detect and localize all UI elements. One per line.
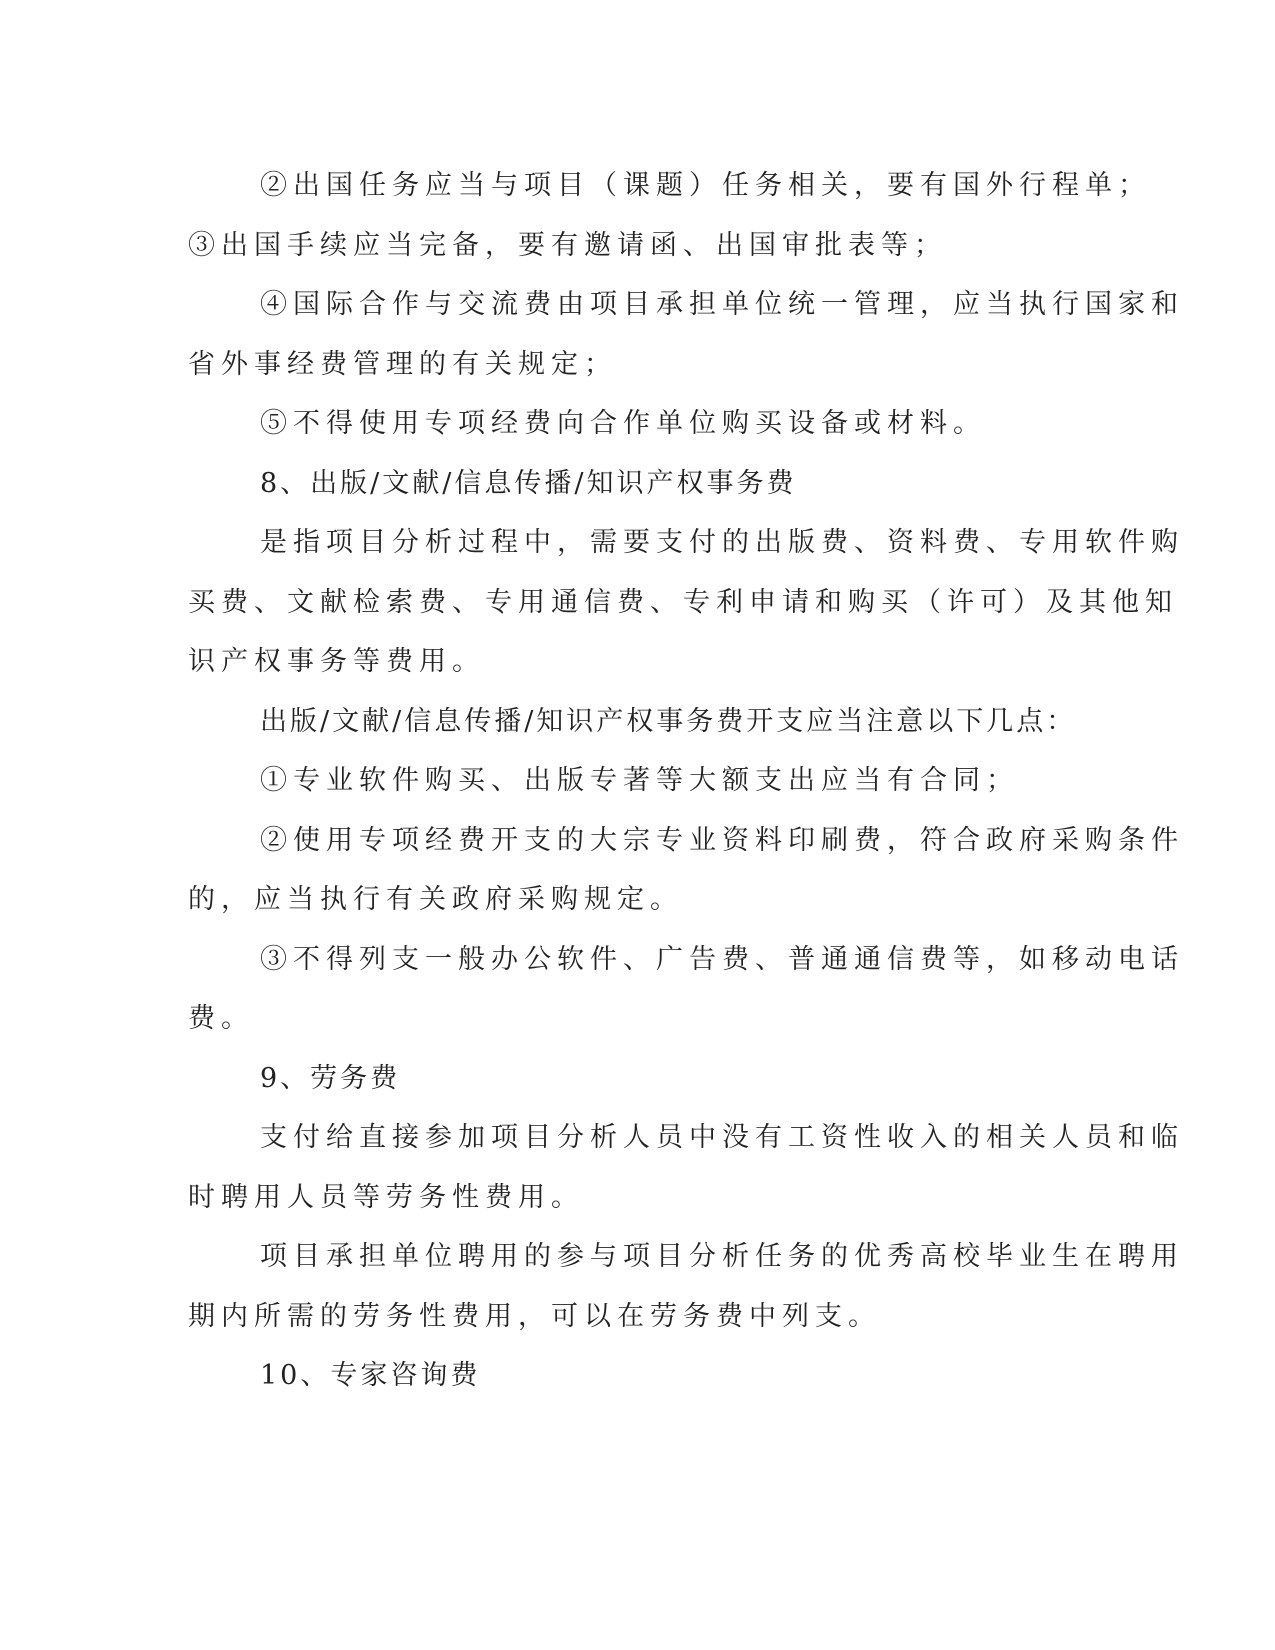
- paragraph-line: ①专业软件购买、出版专著等大额支出应当有合同；: [260, 765, 1019, 796]
- paragraph-line: 识产权事务等费用。: [188, 646, 485, 677]
- paragraph-line: ②出国任务应当与项目（课题）任务相关，要有国外行程单；: [260, 170, 1151, 201]
- paragraph-line: 支付给直接参加项目分析人员中没有工资性收入的相关人员和临: [260, 1122, 1184, 1153]
- paragraph-line: 项目承担单位聘用的参与项目分析任务的优秀高校毕业生在聘用: [260, 1241, 1184, 1272]
- paragraph-line: 期内所需的劳务性费用，可以在劳务费中列支。: [188, 1300, 881, 1332]
- paragraph-line: ③出国手续应当完备，要有邀请函、出国审批表等；: [188, 229, 947, 261]
- section-heading: 8、出版/文献/信息传播/知识产权事务费: [260, 467, 797, 499]
- paragraph-line: 省外事经费管理的有关规定；: [188, 348, 617, 380]
- section-heading: 9、劳务费: [260, 1062, 401, 1094]
- paragraph-line: ④国际合作与交流费由项目承担单位统一管理，应当执行国家和: [260, 289, 1184, 320]
- paragraph-line: 出版/文献/信息传播/知识产权事务费开支应当注意以下几点：: [260, 705, 1077, 737]
- paragraph-line: 是指项目分析过程中，需要支付的出版费、资料费、专用软件购: [260, 527, 1184, 558]
- document-body: [188, 156, 1184, 1406]
- paragraph-line: ③不得列支一般办公软件、广告费、普通通信费等，如移动电话: [260, 943, 1184, 975]
- section-heading: 10、专家咨询费: [260, 1360, 481, 1391]
- paragraph-line: ②使用专项经费开支的大宗专业资料印刷费，符合政府采购条件: [260, 824, 1184, 856]
- paragraph-line: 时聘用人员等劳务性费用。: [188, 1181, 584, 1213]
- paragraph-line: 的，应当执行有关政府采购规定。: [188, 884, 683, 915]
- paragraph-line: 买费、文献检索费、专用通信费、专利申请和购买（许可）及其他知: [188, 586, 1178, 618]
- paragraph-line: 费。: [188, 1003, 254, 1034]
- paragraph-line: ⑤不得使用专项经费向合作单位购买设备或材料。: [260, 408, 986, 439]
